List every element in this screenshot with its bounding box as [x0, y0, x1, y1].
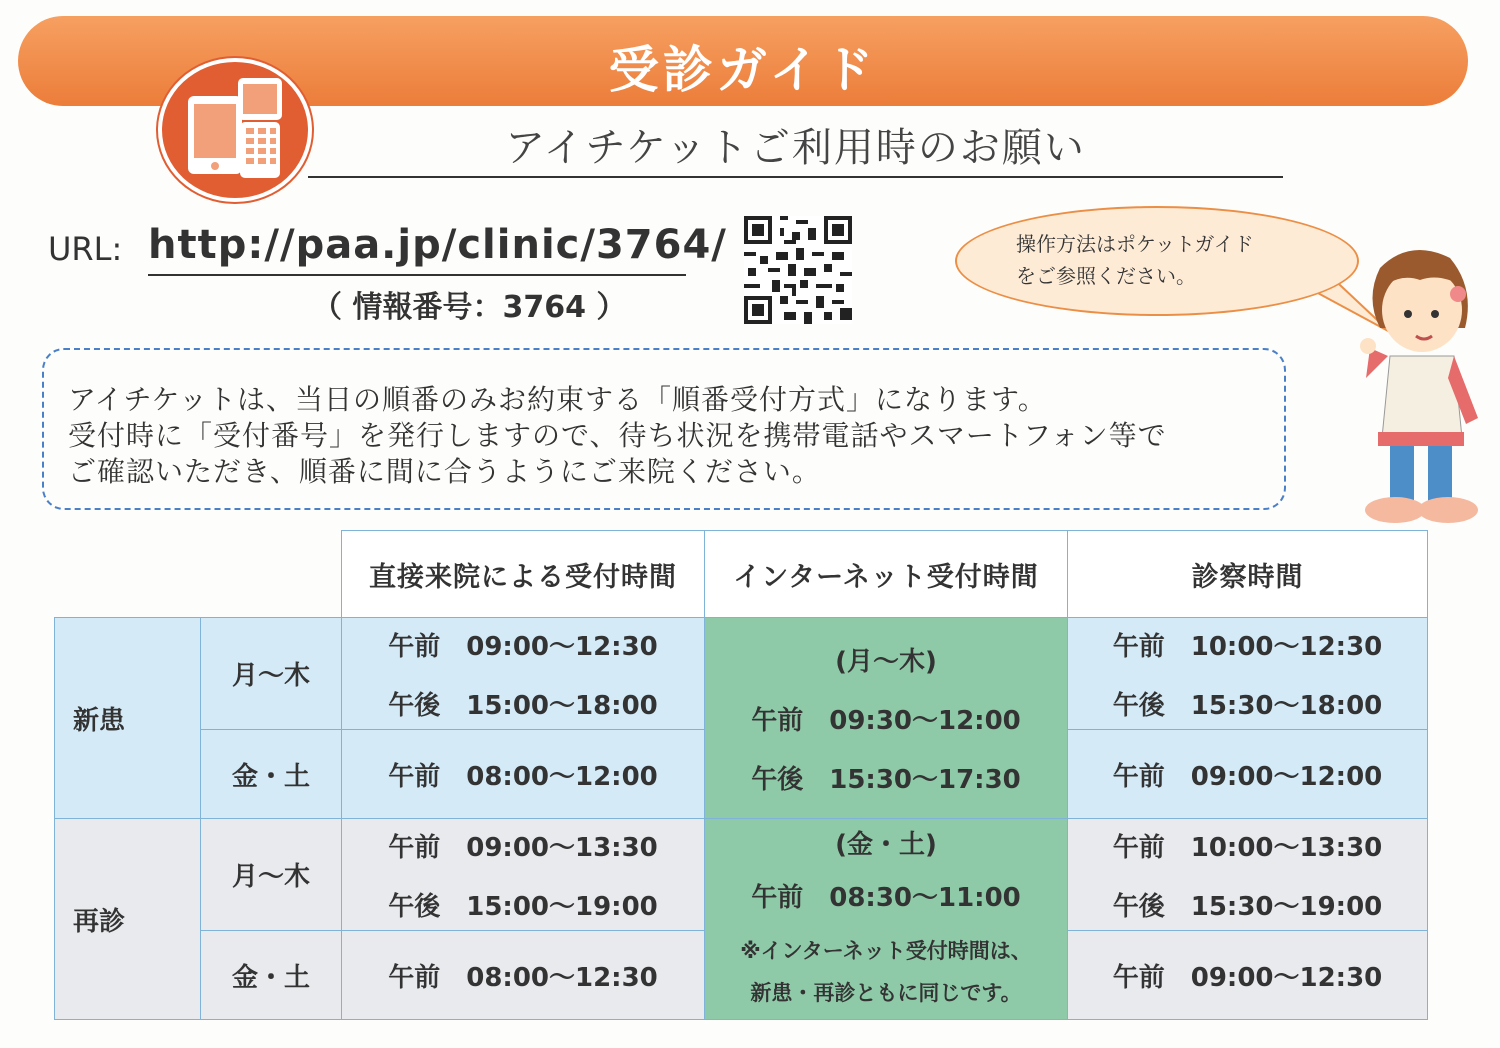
- new-exam-weekday: [1068, 618, 1428, 730]
- page-subtitle: アイチケットご利用時のお願い: [308, 120, 1283, 178]
- header-direct-reception: 直接来院による受付時間: [342, 531, 705, 618]
- new-exam-weekday-pm: 午後 15:30～18:00: [1112, 690, 1383, 721]
- new-direct-weekday-pm: 午後 15:00～18:00: [388, 690, 658, 721]
- internet-weekday-label: (月～木): [835, 646, 937, 677]
- qr-code-icon[interactable]: [744, 216, 852, 324]
- internet-weekday-pm: 午後 15:30～17:30: [751, 764, 1021, 795]
- return-direct-weekday: [342, 819, 705, 931]
- clinic-url-link[interactable]: http://paa.jp/clinic/3764/: [148, 222, 686, 276]
- internet-weekend-label: (金・土): [835, 830, 937, 860]
- new-weekday-label: 月～木: [201, 618, 342, 730]
- speech-bubble-line2: をご参照ください。: [1016, 264, 1196, 288]
- return-direct-weekday-pm: 午後 15:00～19:00: [388, 891, 658, 922]
- info-number: （ 情報番号：3764 ）: [312, 290, 627, 325]
- notice-line3: ご確認いただき、順番に間に合うようにご来院ください。: [68, 455, 821, 488]
- internet-note: [740, 930, 1032, 1014]
- new-direct-weekend: 午前 08:00～12:00: [342, 730, 705, 819]
- new-exam-weekend: 午前 09:00～12:00: [1068, 730, 1428, 819]
- return-exam-weekday: [1068, 819, 1428, 931]
- mobile-phones-icon: [158, 58, 312, 202]
- new-patient-label: 新患: [55, 618, 201, 819]
- internet-weekend-am: 午前 08:30～11:00: [751, 883, 1021, 913]
- return-exam-weekend: 午前 09:00～12:30: [1068, 931, 1428, 1020]
- internet-note-line2: 新患・再診ともに同じです。: [750, 981, 1022, 1005]
- notice-line1: アイチケットは、当日の順番のみお約束する「順番受付方式」になります。: [68, 383, 1047, 416]
- new-direct-weekday-am: 午前 09:00～12:30: [388, 631, 658, 662]
- return-weekend-label: 金・土: [201, 931, 342, 1020]
- new-exam-weekday-am: 午前 10:00～12:30: [1112, 631, 1383, 662]
- return-exam-weekday-pm: 午後 15:30～19:00: [1112, 891, 1383, 922]
- header-consultation-hours: 診察時間: [1068, 531, 1428, 618]
- return-patient-label: 再診: [55, 819, 201, 1020]
- return-exam-weekday-am: 午前 10:00～13:30: [1112, 832, 1383, 863]
- internet-note-line1: ※インターネット受付時間は、: [740, 939, 1032, 963]
- new-direct-weekday: [342, 618, 705, 730]
- return-direct-weekday-am: 午前 09:00～13:30: [388, 832, 658, 863]
- internet-weekday-am: 午前 09:30～12:00: [751, 705, 1021, 736]
- return-direct-weekend: 午前 08:00～12:30: [342, 931, 705, 1020]
- header-internet-reception: インターネット受付時間: [705, 531, 1068, 618]
- return-weekday-label: 月～木: [201, 819, 342, 931]
- internet-weekday-cell: [705, 618, 1068, 819]
- schedule-table: [54, 530, 1428, 1020]
- new-weekend-label: 金・土: [201, 730, 342, 819]
- url-label: URL:: [48, 230, 123, 268]
- girl-illustration: [1340, 228, 1500, 528]
- internet-weekend-cell: [705, 819, 1068, 1020]
- speech-bubble-line1: 操作方法はポケットガイド: [1016, 232, 1254, 256]
- notice-line2: 受付時に「受付番号」を発行しますので、待ち状況を携帯電話やスマートフォン等で: [68, 419, 1167, 452]
- notice-box: [42, 348, 1286, 510]
- speech-bubble-text: [1016, 228, 1316, 292]
- page-title: 受診ガイド: [608, 41, 878, 99]
